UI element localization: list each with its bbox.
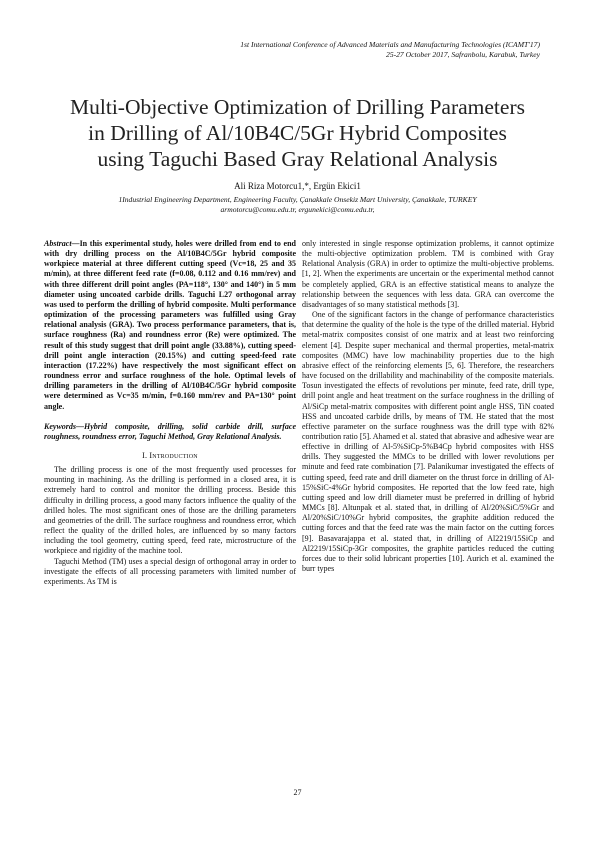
intro-paragraph-2: Taguchi Method (TM) uses a special design of orthogonal array in order to investigate the effects of all processing parameters with limited number of experiments. As TM is (44, 556, 296, 586)
right-column (302, 239, 554, 574)
intro-paragraph-1: The drilling process is one of the most frequently used processes for mounting in machining. As the drilling is performed in a closed area, it is extremely hard to control and monitor the drilling process. Beside this difficulty in drilling process, a good many factors influence the quality of the drilled holes. The most significant ones of those are the drilling parameters and geometries of the drill. The surface roughness and roundness error, which reflect the quality of the drilled holes, are influenced by so many factors including the tool geometry, cutting speed, feed rate, microstructure of the workpiece and rigidity of the machine tool. (44, 465, 296, 556)
abstract (44, 239, 296, 412)
conference-header-line2: 25-27 October 2017, Safranbolu, Karabuk, Turkey (386, 50, 540, 59)
section-heading-introduction: I. Introduction (142, 450, 198, 460)
paper-title-line1: Multi-Objective Optimization of Drilling Parameters (70, 95, 525, 119)
conference-header (70, 40, 540, 60)
right-paragraph-1: only interested in single response optimization problems, it cannot optimize the multi-objective optimization problem. TM is combined with Gray Relational Analysis (GRA) in order to optimize the multi-objective problems. [1, 2]. When the experiments are uncertain or the experimental method cannot be completely applied, GRA is an effective statistical means to analyze the relationship between the sequences with less data. GRA can overcome the disadvantages of so many statistical methods [3]. (302, 239, 554, 309)
author-list: Ali Riza Motorcu1,*, Ergün Ekici1 (234, 181, 361, 191)
paper-title-line2: in Drilling of Al/10B4C/5Gr Hybrid Composites (88, 121, 507, 145)
affiliation (30, 195, 565, 215)
page-number: 27 (293, 788, 302, 797)
abstract-text: In this experimental study, holes were drilled from end to end with dry drilling process on the Al/10B4C/5Gr hybrid composite workpiece material at three different cutting speed (Vc=18, 25 and 35 m/min), at three different feed rate (f=0.08, 0.112 and 0.16 mm/rev) and with three different drill point angles (PA=118°, 130° and 140°) in 5 mm diameter using uncoated carbide drills. Taguchi L27 orthogonal array was used to perform the drilling of hybrid composite. Multi performance optimization of the processing parameters was fulfilled using Gray relational analysis (GRA). Two process performance parameters, that is, surface roughness (Ra) and roundness error (Re) were optimized. The result of this study suggest that drill point angle (33.88%), cutting speed-drill point angle interaction (20.15%) and cutting speed-feed rate interaction (17.22%) have respectively the most significant effect on roundness error and surface roughness of the hole. Optimal levels of drilling parameters in the drilling of Al/10B4C/5Gr hybrid composite were determined as Vc=35 m/min, f=0.160 mm/rev and PA=130° point angle. (44, 239, 296, 411)
left-column (44, 239, 296, 587)
conference-header-line1: 1st International Conference of Advanced Materials and Manufacturing Technologies (ICAMT'17) (240, 40, 540, 49)
right-paragraph-2: One of the significant factors in the change of performance characteristics that determine the quality of the hole is the type of the drilled material. Hybrid metal-matrix composites consist of one matrix and at least two reinforcing element [4]. Despite super mechanical and thermal properties, metal-matrix composites (MMC) have low machinability properties due to the high abrasive effect of the reinforcing elements [5, 6]. Therefore, the researchers have focused on the drillability and machinability of the composite materials. Tosun investigated the effects of revolutions per minute, feed rate, drill type, drill point angle and heat treatment on the surface roughness in the drilling of Al/SiCp metal-matrix composites with different point angle HSS, TiN coated HSS and uncoated carbide drills, by means of TM. He stated that the most effective parameter on the surface roughness was the drill type with 82% contribution ratio [5]. Ahamed et al. stated that abrasive and adhesive wear are effective in drilling of Al-5%SiCp-5%B4Cp hybrid composites with HSS drills. They suggested the MMCs to be drilled with lower revolutions per minute and feed rate combination [7]. Palanikumar investigated the effects of cutting speed, feed rate and drill diameter on the thrust force in drilling of Al-15%SiC-4%Gr hybrid composites. He reported that the low feed rate, high cutting speed and low drill diameter must be preferred in drilling of hybrid MMCs [8]. Altunpak et al. stated that, in drilling of Al/20%SiC/5%Gr and Al/20%SiC/10%Gr hybrid composites, the graphite addition reduced the cutting forces and that the feed rate was the main factor on the cutting forces [9]. Basavarajappa et al. stated that, in drilling of Al2219/15SiCp and Al2219/15SiCp-3Gr composites, the graphite particles reduced the cutting forces due to their solid lubricant properties [10]. Aurich et al. examined the burr types (302, 310, 554, 573)
affiliation-line: 1Industrial Engineering Department, Engineering Faculty, Çanakkale Onsekiz Mart University, Çanakkale, TURKEY (118, 195, 477, 204)
paper-title (30, 94, 565, 172)
paper-title-line3: using Taguchi Based Gray Relational Analysis (97, 147, 498, 171)
keywords: Keywords—Hybrid composite, drilling, solid carbide drill, surface roughness, roundness error, Taguchi Method, Gray Relational Analysis. (44, 421, 296, 441)
abstract-label: Abstract— (44, 239, 80, 248)
author-emails: armotorcu@comu.edu.tr, ergunekici@comu.edu.tr, (220, 205, 375, 214)
